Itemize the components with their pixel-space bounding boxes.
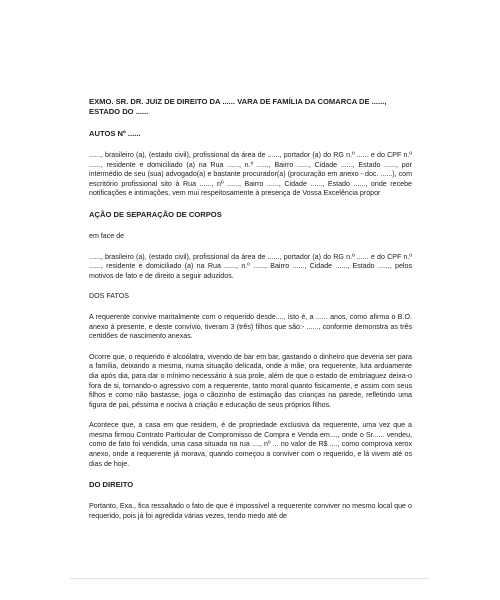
plaintiff-qualification-paragraph: ......, brasileiro (a), (estado civil), profissional da área de ......, portador (a) do RG n.º ...... e do CPF n.º ......, residente e domiciliado (a) na Rua ......, n.º ......, Bairro ......, Cidade ......, Estado ......, por intermédio de seu (sua) advogado(a) e bastante procurador(a) (procuração em anexo - doc. ......), com escritório profissional sito à Rua ......, nº ......, Bairro ......, Cidade ......, Estado ......, onde recebe notificações e intimações, vem mui respeitosamente à presença de Vossa Excelência propor <box>89 151 412 198</box>
facts-paragraph-property: Acontece que, a casa em que residem, é de propriedade exclusiva da requerente, uma vez que a mesma firmou Contrato Particular de Compromisso de Compra e Venda em...., onde o Sr...... vendeu, como de fato foi vendida, uma casa situada na rua ...., nº ... no valor de R$ ...., como comprova xerox anexo, onde a requerente já morava, quando começou a conviver com o requerido, e lá vivem até os dias de hoje. <box>89 421 412 468</box>
case-number-heading: AUTOS Nº ...... <box>89 129 141 138</box>
document-body <box>89 97 412 532</box>
facts-section-heading: DOS FATOS <box>89 292 129 301</box>
defendant-qualification-paragraph: ......, brasileiro (a), (estado civil), profissional da área de ......, portador (a) do RG n.º ...... e do CPF n.º ......, residente e domiciliado (a) na Rua ......, n.º ......, Bairro ......, Cidade ......, Estado ......, pelos motivos de fato e de direito a seguir aduzidos. <box>89 252 412 280</box>
em-face-de-text: em face de <box>89 231 125 240</box>
facts-paragraph-alcoholism: Ocorre que, o requerido é alcoólatra, vivendo de bar em bar, gastando o dinheiro que deveria ser para a família, deixando a mesma, numa situação delicada, onde a mãe, ora requerente, luta arduamente dia após dia, para dar o mínimo necessário à sua prole, além de que o estado de embriaguez deixa-o fora de si, tornando-o agressivo com a requerente, tanto moral quanto fisicamente, e assim com seus filhos e como não bastasse, joga o cãozinho de estimação das crianças na parede, refletindo uma figura de pai, péssima e nociva à criação e educação de seus próprios filhos. <box>89 352 412 409</box>
facts-paragraph-cohabitation: A requerente convive maritalmente com o requerido desde...., isto é, a ...... anos, como afirma o B.O. anexo à presente, e deste convívio, tiveram 3 (três) filhos que são:- ......, conforme demonstra as três certidões de nascimento anexas. <box>89 312 412 341</box>
law-paragraph: Portanto, Exa., fica ressaltado o fato de que é impossível a requerente conviver no mesmo local que o requerido, pois já foi agredida várias vezes, tendo medo até de <box>89 502 412 520</box>
page-bottom-divider <box>70 578 430 579</box>
court-address-heading: EXMO. SR. DR. JUIZ DE DIREITO DA ...... VARA DE FAMÍLIA DA COMARCA DE ......, ESTADO DO ...... <box>89 97 387 116</box>
action-title-heading: AÇÃO DE SEPARAÇÃO DE CORPOS <box>89 209 222 219</box>
law-section-heading: DO DIREITO <box>89 480 134 490</box>
